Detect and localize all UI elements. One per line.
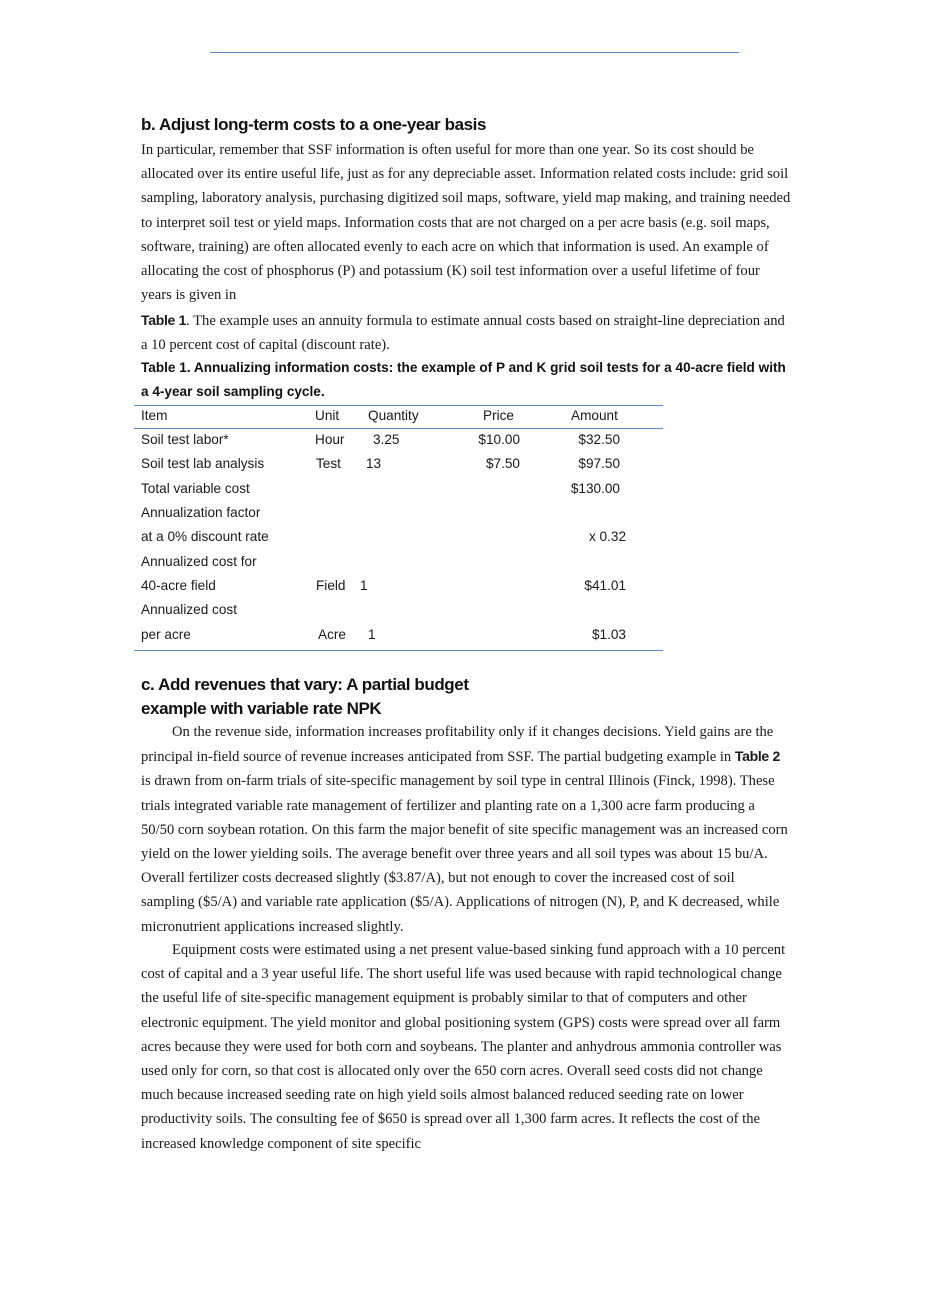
- section-c-heading-line2: example with variable rate NPK: [141, 699, 382, 718]
- table1-header-price: Price: [483, 408, 514, 423]
- table1-cell-unit: Acre: [318, 627, 346, 642]
- table1-cell-item: Annualization factor: [141, 505, 261, 520]
- section-c-paragraph-1: [141, 720, 791, 939]
- table1-cell-item: Soil test labor*: [141, 432, 229, 447]
- table1-cell-item: Total variable cost: [141, 481, 250, 496]
- table1-cell-amount: $130.00: [570, 481, 620, 496]
- section-b-paragraph-cont: [141, 308, 791, 357]
- table1-header-item: Item: [141, 408, 168, 423]
- table1-cell-amount: x 0.32: [588, 529, 626, 544]
- table1-cell-quantity: 1: [368, 627, 376, 642]
- table1-cell-unit: Hour: [315, 432, 345, 447]
- table1-cell-unit: Field: [316, 578, 346, 593]
- table1-header-unit: Unit: [315, 408, 340, 423]
- table1-bottom-rule: [134, 650, 663, 651]
- section-c-paragraph-1b: is drawn from on-farm trials of site-specific management by soil type in central Illinois (Finck, 1998). These trials integrated variable rate management of fertilizer and planting rate on a 1,300 acre farm producing a 50/50 corn soybean rotation. On this farm the major benefit of site specific management was an increased corn yield on the lower yielding soils. The average benefit over three years and all soil types was about 15 bu/A. Overall fertilizer costs decreased slightly ($3.87/A), but not enough to cover the increased cost of soil sampling ($5/A) and variable rate application ($5/A). Applications of nitrogen (N), P, and K decreased, while micronutrient applications increased slightly.: [141, 773, 788, 935]
- table1-caption: Table 1. Annualizing information costs: the example of P and K grid soil tests for a 40-acre field with a 4-year soil sampling cycle.: [141, 360, 786, 400]
- section-b-paragraph-cont-text: . The example uses an annuity formula to estimate annual costs based on straight-line depreciation and a 10 percent cost of capital (discount rate).: [141, 313, 785, 354]
- table1-cell-item: per acre: [141, 627, 191, 642]
- table1-cell-item: 40-acre field: [141, 578, 216, 593]
- table1-cell-price: $7.50: [485, 456, 520, 471]
- table1-cell-quantity: 3.25: [373, 432, 400, 447]
- table1-cell-amount: $1.03: [591, 627, 626, 642]
- section-c-paragraph-1a: On the revenue side, information increases profitability only if it changes decisions. Yield gains are the principal in-field source of revenue increases anticipated from SSF. The partial budgeting example in: [141, 724, 774, 766]
- table1-cell-price: $10.00: [478, 432, 520, 447]
- table1-cell-item: at a 0% discount rate: [141, 529, 269, 544]
- table1-top-rule: [134, 405, 663, 406]
- section-b-heading: b. Adjust long-term costs to a one-year basis: [141, 115, 487, 134]
- table1-cell-amount: $32.50: [578, 432, 620, 447]
- section-c-heading-line1: c. Add revenues that vary: A partial budget: [141, 675, 469, 694]
- section-c-paragraph-2: Equipment costs were estimated using a net present value-based sinking fund approach with a 10 percent cost of capital and a 3 year useful life. The short useful life was used because with rapid technological change the useful life of site-specific management equipment is probably similar to that of computers and other electronic equipment. The yield monitor and global positioning system (GPS) costs were spread over all farm acres because they were used for both corn and soybeans. The planter and anhydrous ammonia controller was used only for corn, so that cost is allocated only over the 650 corn acres. Overall seed costs did not change much because increased seeding rate on high yield soils almost balanced reduced seeding rate on lower productivity soils. The consulting fee of $650 is spread over all 1,300 farm acres. It reflects the cost of the increased knowledge component of site specific: [141, 942, 786, 1152]
- section-c-heading: [141, 673, 469, 721]
- table2-reference: Table 2: [734, 748, 780, 765]
- table1-cell-unit: Test: [316, 456, 341, 471]
- header-rule: [210, 52, 739, 53]
- table1-header-amount: Amount: [571, 408, 618, 423]
- table1-cell-item: Annualized cost: [141, 602, 237, 617]
- table1-cell-amount: $97.50: [578, 456, 620, 471]
- table1-cell-amount: $41.01: [584, 578, 626, 593]
- section-b-paragraph: In particular, remember that SSF information is often useful for more than one year. So its cost should be allocated over its entire useful life, just as for any depreciable asset. Information related costs include: grid soil sampling, laboratory analysis, purchasing digitized soil maps, software, yield map making, and training needed to interpret soil test or yield maps. Information costs that are not charged on a per acre basis (e.g. soil maps, software, training) are often allocated evenly to each acre on which that information is used. An example of allocating the cost of phosphorus (P) and potassium (K) soil test information over a useful lifetime of four years is given in: [141, 142, 791, 304]
- table1-cell-item: Annualized cost for: [141, 554, 257, 569]
- table1-header-quantity: Quantity: [368, 408, 419, 423]
- table1-cell-quantity: 1: [360, 578, 368, 593]
- table1-header-rule: [134, 428, 663, 429]
- table1-cell-item: Soil test lab analysis: [141, 456, 265, 471]
- table1-reference: Table 1: [141, 312, 187, 328]
- table1-cell-quantity: 13: [366, 456, 382, 471]
